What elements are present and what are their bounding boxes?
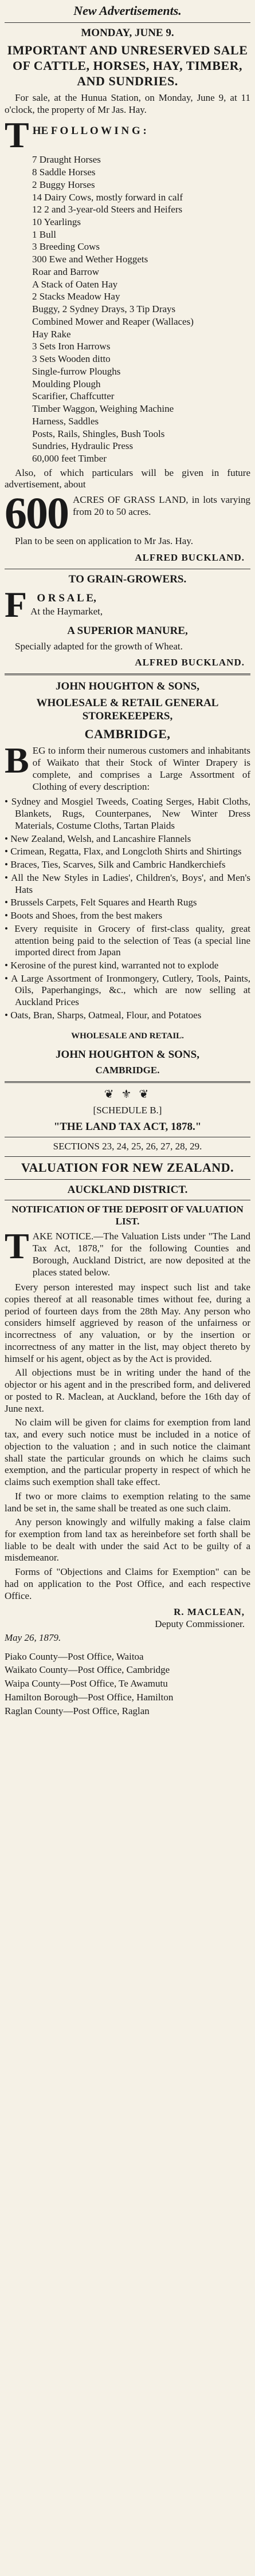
for-sale-block xyxy=(5,584,250,625)
list-item: • Boots and Shoes, from the best makers xyxy=(5,910,250,922)
notification-title: NOTIFICATION OF THE DEPOSIT OF VALUATION LIST. xyxy=(11,1203,244,1227)
acres-number: 600 xyxy=(5,488,68,538)
act-title: "THE LAND TAX ACT, 1878." xyxy=(53,1120,202,1133)
list-item: 10 Yearlings xyxy=(32,216,81,228)
notice-paragraph: All objections must be in writing under the hand of the objector or his agent and in the prescribed form, and delivered or posted to R. Maclean, at Auckland, before the 16th day of June next. xyxy=(5,1367,250,1414)
list-item: • Oats, Bran, Sharps, Oatmeal, Flour, and Potatoes xyxy=(5,1010,250,1022)
list-item: 60,000 feet Timber xyxy=(32,452,107,464)
list-item: 14 Dairy Cows, mostly forward in calf xyxy=(32,191,183,203)
list-item: Sundries, Hydraulic Press xyxy=(32,440,134,452)
list-item: 3 Breeding Cows xyxy=(32,241,100,253)
list-item: • Every requisite in Grocery of first-class quality, great attention being paid to the selection of Teas (a special line imported direct from Japan xyxy=(5,923,250,959)
list-item: Single-furrow Ploughs xyxy=(32,365,121,377)
auction-date: MONDAY, JUNE 9. xyxy=(81,26,174,39)
list-item: A Stack of Oaten Hay xyxy=(32,278,118,290)
schedule-label: [SCHEDULE B.] xyxy=(93,1105,162,1116)
list-item: Timber Waggon, Weighing Machine xyxy=(32,403,174,415)
product-desc: Specially adapted for the growth of Wheat. xyxy=(15,640,183,652)
firm-town-footer: CAMBRIDGE. xyxy=(95,1065,160,1076)
auction-items xyxy=(5,154,250,464)
crest-ornament: ❦ ⚜ ❦ xyxy=(104,1088,151,1101)
office-list xyxy=(5,1651,250,1718)
following-heading xyxy=(5,114,250,155)
list-item: Roar and Barrow xyxy=(32,266,100,277)
dropcap-letter: B xyxy=(5,740,29,781)
list-item: Raglan County—Post Office, Raglan xyxy=(5,1705,150,1716)
sections-list: SECTIONS 23, 24, 25, 26, 27, 28, 29. xyxy=(53,1141,202,1152)
beg-text: EG to inform their numerous customers and inhabitants of Waikato that their Stock of Winter Drapery is complete, and comprises a Large Assortment of Clothing of every description: xyxy=(32,745,250,792)
auction-title: IMPORTANT AND UNRESERVED SALE OF CATTLE, HORSES, HAY, TIMBER, AND SUNDRIES. xyxy=(7,43,248,88)
list-item: Posts, Rails, Shingles, Bush Tools xyxy=(32,428,165,439)
list-item: • Sydney and Mosgiel Tweeds, Coating Serges, Habit Cloths, Blankets, Rugs, Counterpanes, New Winter Dress Materials, Costume Cloths, Tartan Plaids xyxy=(5,796,250,832)
wholesale-note: WHOLESALE AND RETAIL. xyxy=(71,1031,184,1041)
list-item: Hay Rake xyxy=(32,328,71,340)
notice-paragraph: No claim will be given for claims for exemption from land tax, and every such notice must be included in a notice of objection to the valuation ; and in such notice the claimant shall state the particular grounds on which he claims such exemption, and the particular property in respect of which he claims such exemption shall take effect. xyxy=(5,1417,250,1488)
divider xyxy=(5,1081,250,1083)
grain-signature: ALFRED BUCKLAND. xyxy=(135,657,245,668)
section-header: New Advertisements. xyxy=(73,3,182,18)
list-item: • Brussels Carpets, Felt Squares and Hearth Rugs xyxy=(5,897,250,909)
dropcap-letter: F xyxy=(5,584,28,625)
location: At the Haymarket, xyxy=(30,606,103,617)
list-item: Piako County—Post Office, Waitoa xyxy=(5,1651,144,1662)
dropcap-letter: T xyxy=(5,1226,29,1267)
take-notice-text: AKE NOTICE.—The Valuation Lists under "The Land Tax Act, 1878," for the following Counties and Borough, Auckland District, are now deposited at the places stated below. xyxy=(32,1231,250,1278)
plan-note: Plan to be seen on application to Mr Jas. Hay. xyxy=(15,535,193,547)
take-notice-block xyxy=(5,1226,250,1278)
notice-paragraph: Any person knowingly and wilfully making a false claim for exemption from land tax as hereinbefore set forth shall be liable to be dealt with under the said Act to be guilty of a misdemeanor. xyxy=(5,1517,250,1563)
divider xyxy=(5,22,250,23)
auctioneer-signature: ALFRED BUCKLAND. xyxy=(135,552,245,564)
stock-list xyxy=(5,796,250,1021)
list-item: • Braces, Ties, Scarves, Silk and Cambric Handkerchiefs xyxy=(5,859,250,871)
signer-name: R. MACLEAN, xyxy=(174,1606,245,1618)
beg-block xyxy=(5,740,250,793)
auction-advert xyxy=(5,26,250,564)
notice-paragraph: Forms of "Objections and Claims for Exemption" can be had on application to the Post Office, and each respective Office. xyxy=(5,1566,250,1601)
list-item: 1 Bull xyxy=(32,229,57,240)
acres-text: ACRES OF GRASS LAND, in lots varying from 20 to 50 acres. xyxy=(73,494,250,517)
list-item: • Kerosine of the purest kind, warranted not to explode xyxy=(5,960,250,972)
auction-intro: For sale, at the Hunua Station, on Monday, June 9, at 11 o'clock, the property of Mr Jas. Hay. xyxy=(5,92,250,116)
list-item: • All the New Styles in Ladies', Children's, Boys', and Men's Hats xyxy=(5,872,250,896)
land-tax-notice xyxy=(5,1088,250,1717)
signer-title: Deputy Commissioner. xyxy=(155,1618,245,1630)
list-item: Scarifier, Chaffcutter xyxy=(32,391,115,402)
list-item: Harness, Saddles xyxy=(32,415,99,427)
list-item: Waipa County—Post Office, Te Awamutu xyxy=(5,1678,168,1689)
district-title: AUCKLAND DISTRICT. xyxy=(67,1183,188,1196)
valuation-title: VALUATION FOR NEW ZEALAND. xyxy=(21,1160,234,1175)
product-name: A SUPERIOR MANURE, xyxy=(67,624,188,637)
grain-advert xyxy=(5,573,250,669)
for-sale-text: O R S A L E, xyxy=(37,592,96,605)
list-item: Waikato County—Post Office, Cambridge xyxy=(5,1664,170,1676)
firm-town: CAMBRIDGE, xyxy=(84,726,171,741)
firm-trade: WHOLESALE & RETAIL GENERAL STOREKEEPERS, xyxy=(36,697,219,723)
list-item: 7 Draught Horses xyxy=(32,154,101,166)
divider xyxy=(5,673,250,675)
divider xyxy=(5,1179,250,1180)
acres-block xyxy=(5,488,250,538)
list-item: • Crimean, Regatta, Flax, and Longcloth Shirts and Shirtings xyxy=(5,846,250,858)
list-item: Hamilton Borough—Post Office, Hamilton xyxy=(5,1691,174,1703)
houghton-advert xyxy=(5,680,250,1077)
list-item: 3 Sets Wooden ditto xyxy=(32,353,111,365)
list-item: Combined Mower and Reaper (Wallaces) xyxy=(32,316,194,327)
list-item: 2 Stacks Meadow Hay xyxy=(32,291,120,302)
notice-paragraph: Every person interested may inspect such list and take copies thereof at all reasonable times without fee, during a period of fourteen days from the 28th May. Any person who considers himself aggrieved by reason of the unfairness or incorrectness of any valuation, or by the insertion or incorrectness of any matter in the list, may object thereto by himself or his agent, object as by the Act is provided. xyxy=(5,1282,250,1364)
list-item: 12 2 and 3-year-old Steers and Heifers xyxy=(32,204,183,215)
list-item: Buggy, 2 Sydney Drays, 3 Tip Drays xyxy=(32,304,176,315)
list-item: 8 Saddle Horses xyxy=(32,167,96,178)
list-item: 300 Ewe and Wether Hoggets xyxy=(32,254,148,265)
list-item: • A Large Assortment of Ironmongery, Cutlery, Tools, Paints, Oils, Paperhangings, &c., which are now selling at Auckland Prices xyxy=(5,973,250,1009)
notice-paragraph: If two or more claims to exemption relating to the same land be set in, the same shall be treated as one such claim. xyxy=(5,1490,250,1514)
list-item: Moulding Plough xyxy=(32,378,101,389)
dropcap-letter: T xyxy=(5,114,29,155)
grain-heading: TO GRAIN-GROWERS. xyxy=(68,573,187,585)
firm-name: JOHN HOUGHTON & SONS, xyxy=(56,680,199,693)
divider xyxy=(5,1156,250,1157)
list-item: 3 Sets Iron Harrows xyxy=(32,341,111,352)
firm-name-footer: JOHN HOUGHTON & SONS, xyxy=(56,1048,199,1061)
list-item: 2 Buggy Horses xyxy=(32,179,95,190)
particulars-note: Also, of which particulars will be given in future advertisement, about xyxy=(5,467,250,490)
following-text: HE F O L L O W I N G : xyxy=(32,124,147,137)
list-item: • New Zealand, Welsh, and Lancashire Flannels xyxy=(5,833,250,845)
notice-date: May 26, 1879. xyxy=(5,1632,61,1643)
